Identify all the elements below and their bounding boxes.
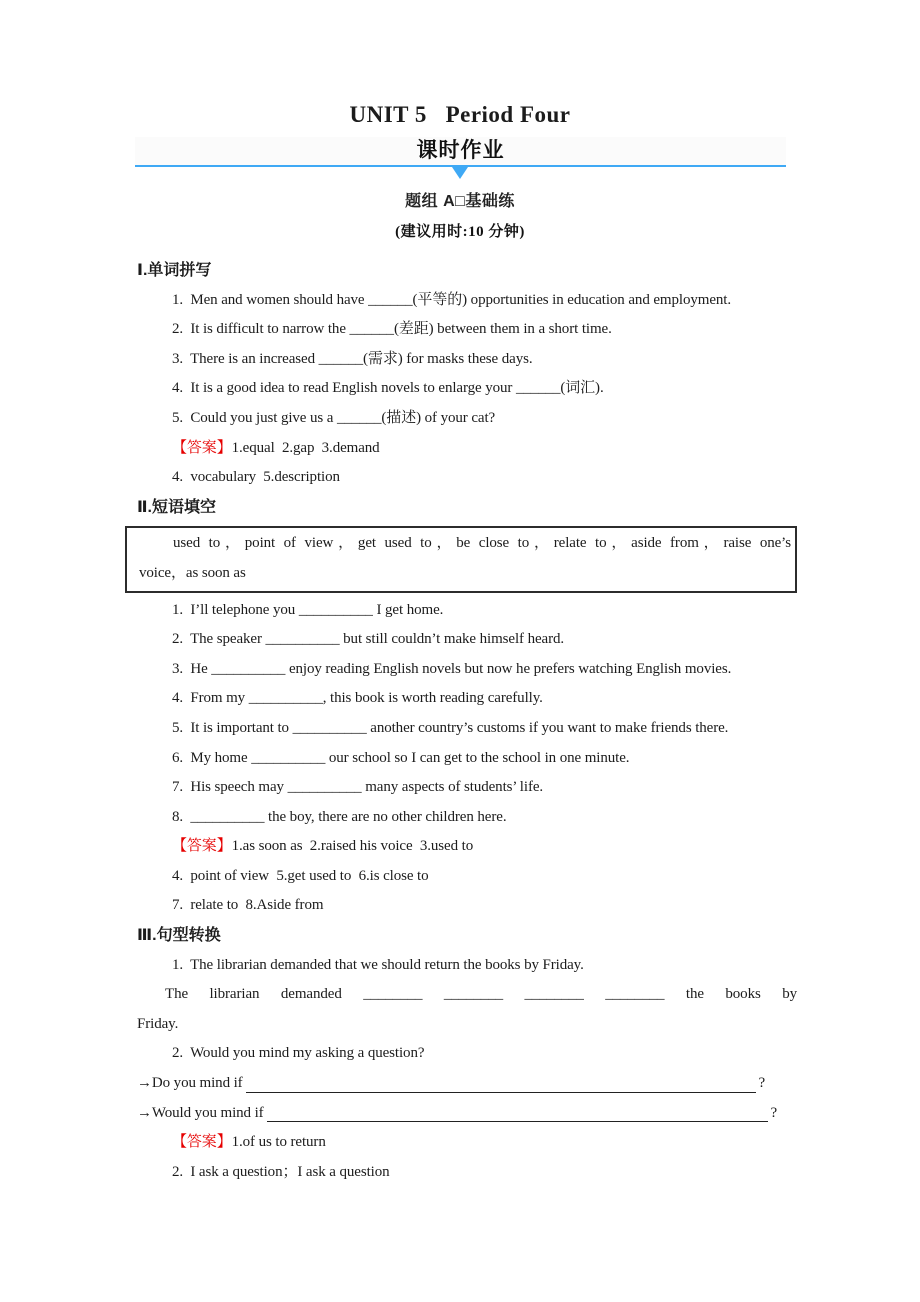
- s2-answer-line-2: 4. point of view 5.get used to 6.is close to: [172, 867, 429, 884]
- page-title: UNIT 5 Period Four: [349, 102, 571, 127]
- s1-item-5: 5. Could you just give us a ______(描述) of your cat?: [172, 409, 496, 426]
- s2-item-4: 4. From my __________, this book is worth reading carefully.: [172, 690, 543, 707]
- s2-item-7: 7. His speech may __________ many aspects of students’ life.: [172, 779, 544, 796]
- answer-label: 【答案】: [172, 838, 232, 855]
- s3-question-1: 1. The librarian demanded that we should return the books by Friday.: [172, 956, 584, 973]
- answer-label: 【答案】: [172, 1134, 232, 1151]
- s2-item-5: 5. It is important to __________ another country’s customs if you want to make friends there.: [172, 719, 729, 736]
- s1-item-3: 3. There is an increased ______(需求) for masks these days.: [172, 350, 533, 367]
- banner-title: 课时作业: [416, 139, 505, 162]
- content-area: [137, 256, 797, 1187]
- phrase-bank-line-2: voice，as soon as: [139, 564, 246, 581]
- s2-item-1: 1. I’ll telephone you __________ I get home.: [172, 601, 444, 618]
- answer-text: 1.of us to return: [231, 1134, 326, 1151]
- down-triangle-icon: [452, 167, 468, 179]
- section1-heading: Ⅰ.单词拼写: [137, 262, 212, 279]
- s3-question-1-tail: Friday.: [137, 1015, 179, 1032]
- transform-suffix: ?: [758, 1075, 765, 1092]
- transform-suffix: ?: [770, 1104, 777, 1121]
- transform-prefix: →Do you mind if: [137, 1075, 243, 1092]
- answer-label: 【答案】: [172, 439, 232, 456]
- time-suggestion: (建议用时:10 分钟): [395, 224, 525, 240]
- answer-blank-line: [246, 1092, 757, 1093]
- s2-item-6: 6. My home __________ our school so I can get to the school in one minute.: [172, 749, 630, 766]
- s3-transform-line-2: [137, 1099, 797, 1129]
- answer-text: 1.equal 2.gap 3.demand: [231, 439, 380, 456]
- s3-answer-line-2: 2. I ask a question；I ask a question: [172, 1163, 390, 1180]
- s2-item-8: 8. __________ the boy, there are no other children here.: [172, 808, 507, 825]
- s2-item-2: 2. The speaker __________ but still couldn’t make himself heard.: [172, 631, 565, 648]
- s1-answer-line-2: 4. vocabulary 5.description: [172, 469, 340, 486]
- answer-blank-line: [267, 1121, 769, 1122]
- s3-transform-line-1: [137, 1069, 797, 1099]
- transform-prefix: →Would you mind if: [137, 1104, 264, 1121]
- s2-answer-line-1: [137, 832, 797, 862]
- s1-answer-line-1: [137, 434, 797, 464]
- s2-item-3: 3. He __________ enjoy reading English novels but now he prefers watching English movies.: [172, 660, 732, 677]
- s3-question-1-blanks: The librarian demanded ________ ________ ________ ________ the books by: [165, 986, 797, 1003]
- s2-answer-line-3: 7. relate to 8.Aside from: [172, 897, 324, 914]
- phrase-bank-line-1: used to，point of view，get used to，be close to，relate to，aside from，raise one’s: [173, 535, 791, 552]
- s3-answer-line-1: [137, 1128, 797, 1158]
- group-label: 题组 A□基础练: [405, 193, 515, 210]
- section3-heading: Ⅲ.句型转换: [137, 927, 221, 945]
- phrase-bank-box: [125, 526, 797, 592]
- section2-heading: Ⅱ.短语填空: [137, 498, 216, 516]
- s1-item-4: 4. It is a good idea to read English novels to enlarge your ______(词汇).: [172, 380, 604, 397]
- answer-text: 1.as soon as 2.raised his voice 3.used to: [231, 838, 474, 855]
- s3-question-2: 2. Would you mind my asking a question?: [172, 1045, 425, 1062]
- banner-pointer-row: [0, 167, 920, 181]
- s1-item-1: 1. Men and women should have ______(平等的) opportunities in education and employment.: [172, 291, 732, 308]
- s1-item-2: 2. It is difficult to narrow the ______(差距) between them in a short time.: [172, 321, 612, 338]
- banner: [135, 137, 786, 167]
